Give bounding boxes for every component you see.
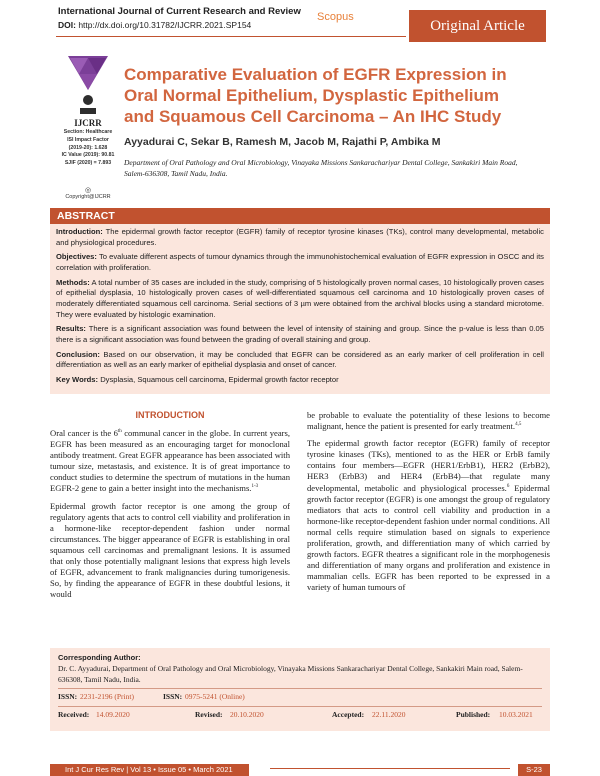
journal-metrics [58, 129, 118, 168]
doi-line [58, 20, 251, 30]
logo-name: IJCRR [74, 118, 102, 128]
ic-value: IC Value (2019): 90.81 [61, 152, 115, 159]
sjif-value: SJIF (2020) = 7.893 [64, 160, 112, 167]
abstract-objectives: Objectives: To evaluate different aspects of tumour dynamics through the immunohistochemical evaluation of EGFR expression in OSCC and its correlation with proliferation. [56, 252, 544, 272]
doi-link[interactable]: http://dx.doi.org/10.31782/IJCRR.2021.SP154 [78, 20, 252, 30]
dates-row: Received: 14.09.2020 Revised: 20.10.2020 Accepted: 22.11.2020 Published: 10.03.2021 [58, 710, 533, 719]
article-type-badge: Original Article [409, 10, 546, 42]
author-affiliation: Department of Oral Pathology and Oral Microbiology, Vinayaka Missions Sankarachariyar Dental College, Sankakiri Main Road, Salem-636308, Tamil Nadu, India. [124, 158, 518, 178]
issn-print: 2231-2196 (Print) [80, 692, 134, 701]
body-paragraph: Oral cancer is the 6th communal cancer in the globe. In current years, EGFR has been measured as an encouraging target for monoclonal antibody treatment. Great EGFR appearance has been associated with tumour size, metastasis, and existence. It is of great importance to conduct studies to determine the spectrum of mutations in the human EGFR-2 gene to gain a better insight into the mechanisms.$^{1-3}$ [50, 428, 291, 494]
corresponding-text: Dr. C. Ayyadurai, Department of Oral Pathology and Oral Microbiology, Vinayaka Missions Sankarachariyar Dental College, Sankakiri Main road, Salem-636308, Tamil Nadu, India. [58, 664, 523, 684]
abstract-keywords: Key Words: Dysplasia, Squamous cell carcinoma, Epidermal growth factor receptor [56, 375, 339, 385]
footer-divider [270, 768, 510, 769]
footer-citation: Int J Cur Res Rev | Vol 13 • Issue 05 • March 2021 [50, 764, 249, 776]
abstract-results: Results: There is a significant association was found between the level of intensity of staining and group. Since the p-value is less than 0.05 there is a significant association was found between the grading of overall staining and group. [56, 324, 544, 344]
section-label: Section: Healthcare [63, 129, 113, 135]
journal-logo-icon [60, 50, 116, 118]
issn-online: 0975-5241 (Online) [185, 692, 245, 701]
copyright-label: ◎ Copyright@IJCRR [65, 187, 111, 200]
received-date: 14.09.2020 [96, 710, 130, 719]
introduction-heading: INTRODUCTION [135, 410, 205, 420]
author-list: Ayyadurai C, Sekar B, Ramesh M, Jacob M, Rajathi P, Ambika M [124, 136, 441, 148]
journal-name: International Journal of Current Research and Review [58, 6, 301, 17]
revised-date: 20.10.2020 [230, 710, 264, 719]
abstract-introduction: Introduction: The epidermal growth factor receptor (EGFR) family of receptor tyrosine kinases (TKs), control many developmental, metabolic and physiological procedures. [56, 227, 544, 247]
issn-row: ISSN: 2231-2196 (Print) ISSN: 0975-5241 (Online) [58, 692, 245, 701]
corresponding-author-box [50, 648, 550, 731]
body-column-left [50, 428, 290, 606]
abstract-methods: Methods: A total number of 35 cases are included in the study, comprising of 5 histologically proven normal cases, 10 histologically proven cases of epithelial dysplasia, 10 histologically proven cases of well-differentiated squamous cell carcinoma and 10 histologically proven cases of moderately differentiated squamous cell carcinoma. Serial sections of 3 µm were obtained from the archival blocks using a standard microtome. They were evaluated by histologic examination. [56, 277, 544, 319]
body-paragraph: Epidermal growth factor receptor is one among the group of regulatory agents that acts to control cell viability and proliferation in a hormone-like receptor-dependent fashion under normal circumstances. The bigger appearance of EGFR is establishing in oral squamous cell carcinomas and premalignant lesions. It is assumed that only those potentially malignant lesions that express high levels of EGFR, advancement to frank malignancies during tumorigenesis. So, by finding the appearance of EGFR in these doubtful lesions, it would [50, 500, 290, 600]
header-divider [56, 36, 406, 37]
accepted-date: 22.11.2020 [372, 710, 406, 719]
divider [58, 706, 542, 707]
abstract-box [50, 224, 550, 394]
article-title: Comparative Evaluation of EGFR Expression in Oral Normal Epithelium, Dysplastic Epithelium and Squamous Cell Carcinoma – An IHC Study [124, 65, 507, 126]
isi-label: ISI Impact Factor [67, 136, 109, 143]
body-column-right [307, 410, 550, 600]
doi-label: DOI: [58, 20, 76, 30]
corresponding-heading: Corresponding Author: [58, 653, 141, 662]
page-number: S-23 [518, 764, 550, 776]
body-paragraph: be probable to evaluate the potentiality of these lesions to become malignant, hence the patient is presented for early treatment.$^{4,5}$ [307, 410, 550, 432]
scopus-label: Scopus [317, 11, 354, 23]
abstract-heading: ABSTRACT [50, 208, 550, 224]
published-date: 10.03.2021 [499, 710, 533, 719]
divider [58, 688, 542, 689]
abstract-conclusion: Conclusion: Based on our observation, it may be concluded that EGFR can be considered as an early marker of cell proliferation in cell differentiation as well as an early marker of epithelial dysplasia and onset of cancer. [56, 349, 544, 370]
body-paragraph: The epidermal growth factor receptor (EGFR) family of receptor tyrosine kinases (TKs), mentioned to as the HER or ErbB family contains four members—EGFR (HER1/ErbB1), HER2 (ErbB2), HER3 (ErbB3) and HER4 (ErbB4)—that regulate many developmental, metabolic and physiological processes.$^6$ Epidermal growth factor receptor (EGFR) is one amongst the group of regulatory mediators that acts to control cell viability and production in a hormone-like receptor-dependent fashion under normal conditions. All normal cells require stimulation based on signals to experience proliferation, growth, and differentiation many of which carried by growth factors. EGFR theatres a significant role in the morphogenesis and differentiation of many organs and proliferation and existence in mammalian cells. EGFR has been reported to be expressed in a variety of human tumours of [307, 438, 551, 593]
isi-value: (2019-20): 1.628 [68, 144, 108, 151]
